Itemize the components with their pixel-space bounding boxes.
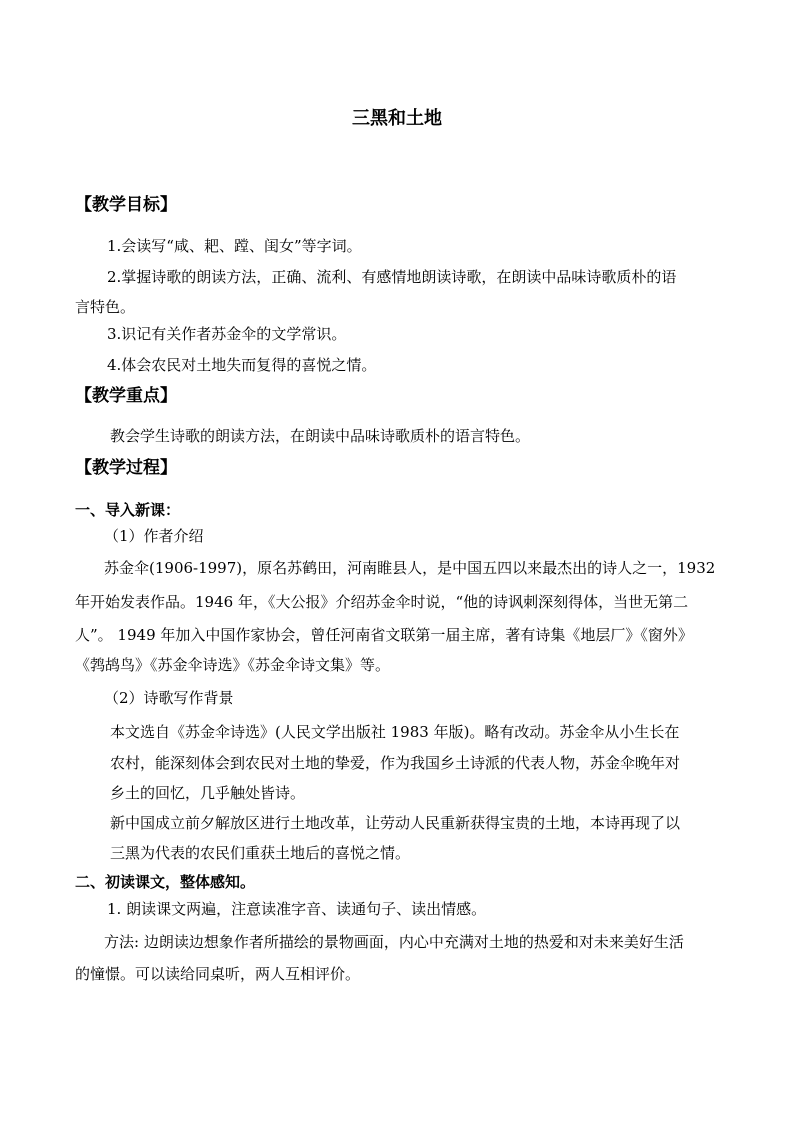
method-line: 方法: 边朗读边想象作者所描绘的景物画面，内心中充满对土地的热爱和对未来美好生活 — [104, 933, 684, 951]
author-intro-line: 人”。 1949 年加入中国作家协会，曾任河南省文联第一届主席，著有诗集《地层厂》《窗外》 — [75, 626, 693, 644]
key-points-text: 教会学生诗歌的朗读方法，在朗读中品味诗歌质朴的语言特色。 — [110, 427, 531, 445]
objectives-heading: 【教学目标】 — [75, 195, 177, 215]
method-line: 的憧憬。可以读给同桌听，两人互相评价。 — [75, 965, 361, 983]
background-line: 三黑为代表的农民们重获土地后的喜悦之情。 — [110, 844, 411, 862]
part1-title: 一、导入新课： — [75, 501, 181, 519]
author-intro-line: 年开始发表作品。1946 年，《大公报》介绍苏金伞时说，“他的诗讽刺深刻得体，当世无第二 — [75, 593, 689, 611]
objective-item: 4.体会农民对土地失而复得的喜悦之情。 — [107, 356, 377, 374]
objective-item: 3.识记有关作者苏金伞的文学常识。 — [107, 325, 347, 343]
background-line: 乡土的回忆，几乎触处皆诗。 — [110, 784, 306, 802]
background-line: 新中国成立前夕解放区进行土地改革，让劳动人民重新获得宝贵的土地，本诗再现了以 — [110, 814, 681, 832]
objective-item-continuation: 言特色。 — [75, 298, 136, 316]
objective-item: 2.掌握诗歌的朗读方法，正确、流利、有感情地朗读诗歌，在朗读中品味诗歌质朴的语 — [107, 268, 677, 286]
document-title: 三黑和土地 — [352, 108, 442, 129]
author-intro-line: 苏金伞(1906-1997)，原名苏鹤田，河南睢县人，是中国五四以来最杰出的诗人之一，1932 — [104, 559, 716, 577]
key-points-heading: 【教学重点】 — [75, 386, 177, 406]
objective-item: 1.会读写“咸、耙、蹚、闺女”等字词。 — [107, 237, 362, 255]
background-line: 农村，能深刻体会到农民对土地的挚爱，作为我国乡土诗派的代表人物，苏金伞晚年对 — [110, 754, 681, 772]
author-intro-label: （1）作者介绍 — [104, 527, 204, 545]
part2-title: 二、初读课文，整体感知。 — [75, 873, 256, 891]
part2-step1: 1. 朗读课文两遍，注意读准字音、读通句子、读出情感。 — [107, 900, 487, 918]
background-label: （2）诗歌写作背景 — [104, 689, 234, 707]
process-heading: 【教学过程】 — [75, 458, 177, 478]
background-line: 本文选自《苏金伞诗选》(人民文学出版社 1983 年版)。略有改动。苏金伞从小生长在 — [110, 723, 680, 741]
author-intro-line: 《鹁鸪鸟》《苏金伞诗选》《苏金伞诗文集》等。 — [75, 656, 391, 674]
